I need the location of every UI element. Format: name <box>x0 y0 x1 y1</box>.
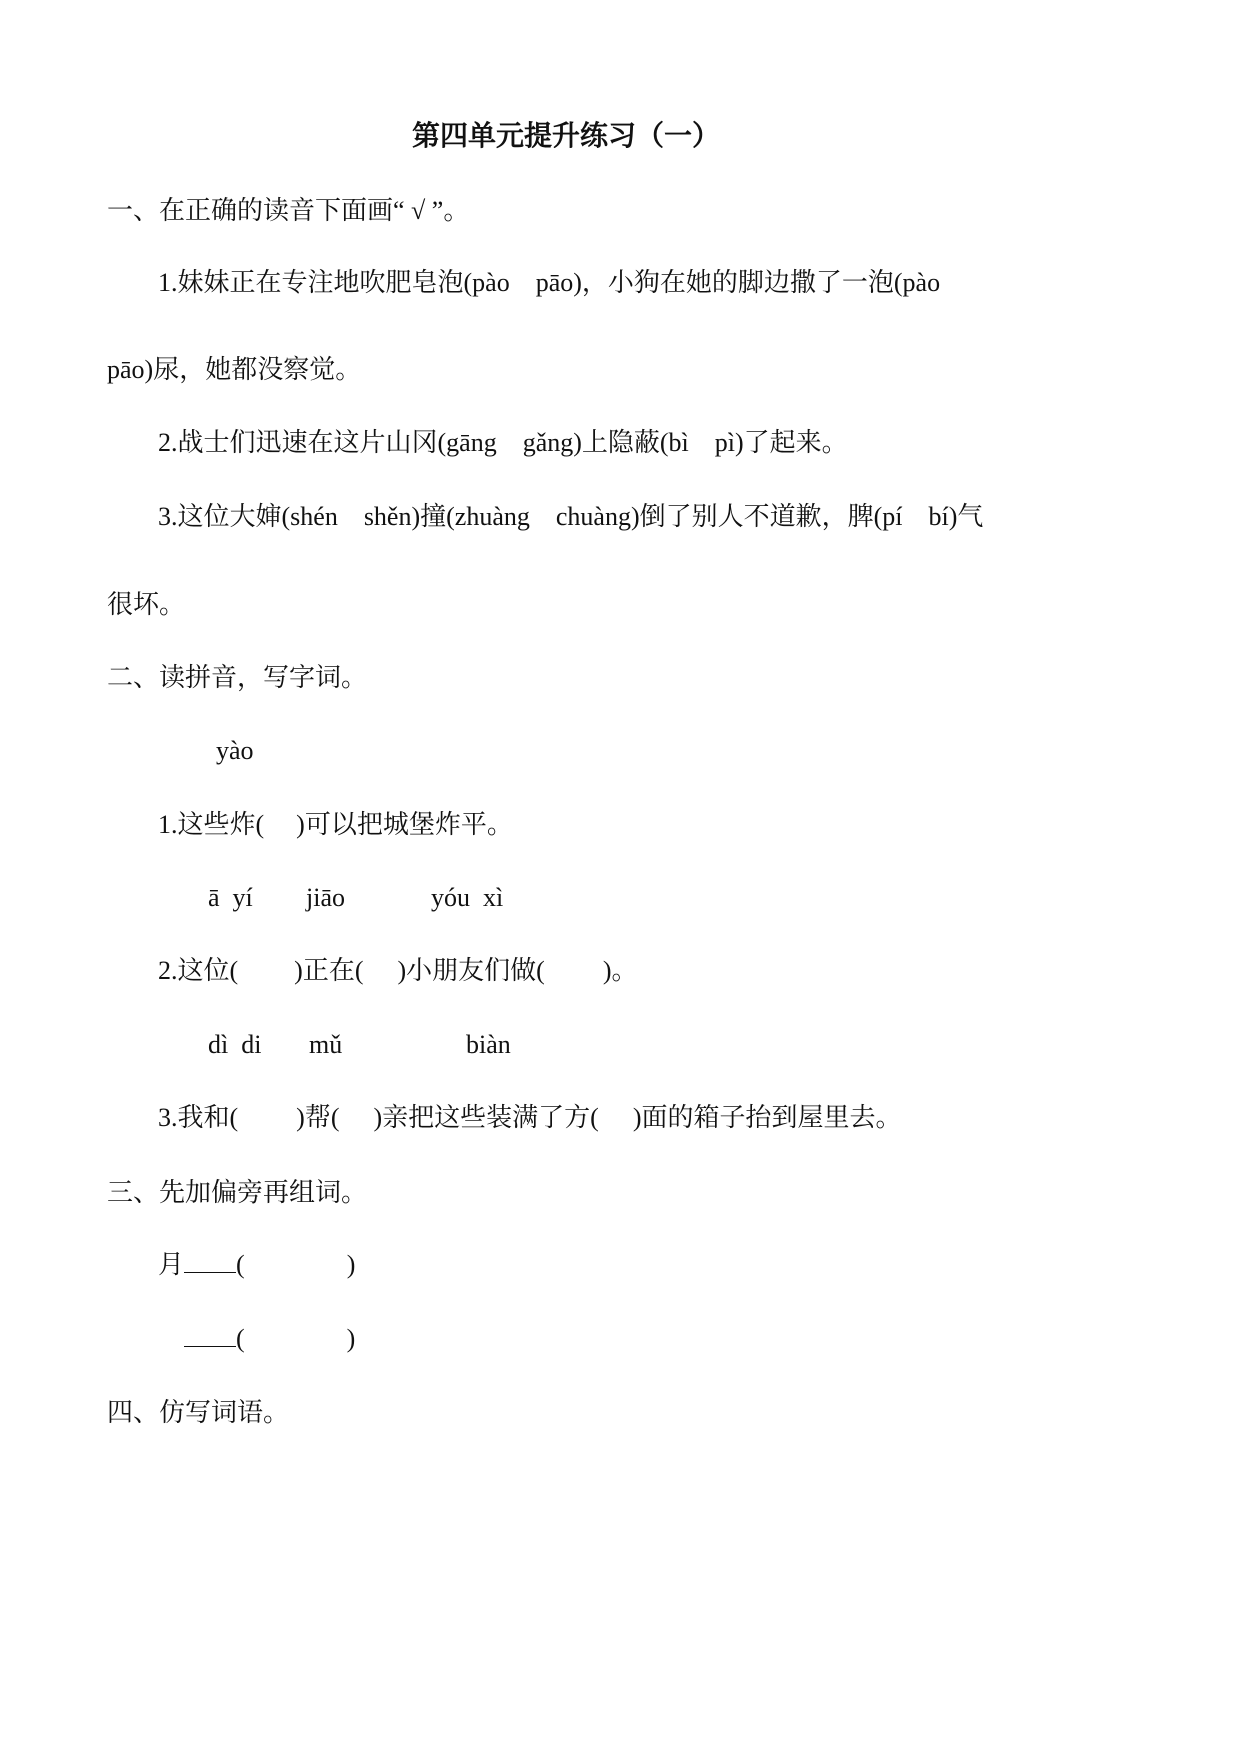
s2-q2-pinyin-youxi: yóu xì <box>431 883 504 912</box>
s3-radical-char: 月 <box>158 1250 185 1279</box>
s2-q3-text-d: )面的箱子抬到屋里去。 <box>632 1103 902 1132</box>
s2-question-2 <box>158 958 638 984</box>
s2-q1-text-a: 1.这些炸( <box>158 810 265 839</box>
section-4-heading: 四、仿写词语。 <box>107 1398 290 1427</box>
s2-q3-text-c: )亲把这些装满了方( <box>373 1103 599 1132</box>
s2-q2-text-d: )。 <box>602 956 638 985</box>
s1-question-3-line-2: 很坏。 <box>107 590 186 619</box>
s2-q3-pinyin-bian: biàn <box>466 1030 511 1059</box>
s3-row-1 <box>158 1252 355 1278</box>
s2-q3-text-b: )帮( <box>296 1103 340 1132</box>
section-3-heading: 三、先加偏旁再组词。 <box>107 1178 368 1207</box>
section-1-heading: 一、在正确的读音下面画“ √ ”。 <box>107 196 470 225</box>
s2-q2-text-b: )正在( <box>294 956 364 985</box>
s3-r2-open-paren: ( <box>236 1324 245 1353</box>
s2-question-1 <box>158 812 513 838</box>
s2-q2-pinyin-jiao: jiāo <box>306 883 345 912</box>
s2-q3-text-a: 3.我和( <box>158 1103 239 1132</box>
s1-question-1-line-1: 1.妹妹正在专注地吹肥皂泡(pào pāo)，小狗在她的脚边撒了一泡(pào <box>158 268 941 297</box>
s3-row-2 <box>184 1326 355 1352</box>
s2-q1-text-b: )可以把城堡炸平。 <box>296 810 513 839</box>
s1-question-1-line-2: pāo)尿，她都没察觉。 <box>107 355 362 384</box>
s3-r1-open-paren: ( <box>236 1250 245 1279</box>
radical-blank[interactable] <box>184 1345 236 1347</box>
s2-q2-pinyin-ayi: ā yí <box>208 883 253 912</box>
s2-q3-pinyin-didi: dì di <box>208 1030 262 1059</box>
s2-question-3 <box>158 1105 902 1131</box>
page-title: 第四单元提升练习（一） <box>412 121 721 152</box>
s2-q1-pinyin-yao: yào <box>216 736 254 765</box>
s1-question-3-line-1: 3.这位大婶(shén shěn)撞(zhuàng chuàng)倒了别人不道歉，脾(pí bí)气 <box>158 502 984 531</box>
s2-q2-text-a: 2.这位( <box>158 956 239 985</box>
s2-q2-text-c: )小朋友们做( <box>397 956 545 985</box>
s2-q3-pinyin-mu: mǔ <box>309 1030 343 1059</box>
s3-r2-close-paren: ) <box>346 1324 356 1353</box>
radical-blank[interactable] <box>184 1271 236 1273</box>
s3-r1-close-paren: ) <box>346 1250 356 1279</box>
s1-question-2: 2.战士们迅速在这片山冈(gāng gǎng)上隐蔽(bì pì)了起来。 <box>158 428 848 457</box>
section-2-heading: 二、读拼音，写字词。 <box>107 663 368 692</box>
